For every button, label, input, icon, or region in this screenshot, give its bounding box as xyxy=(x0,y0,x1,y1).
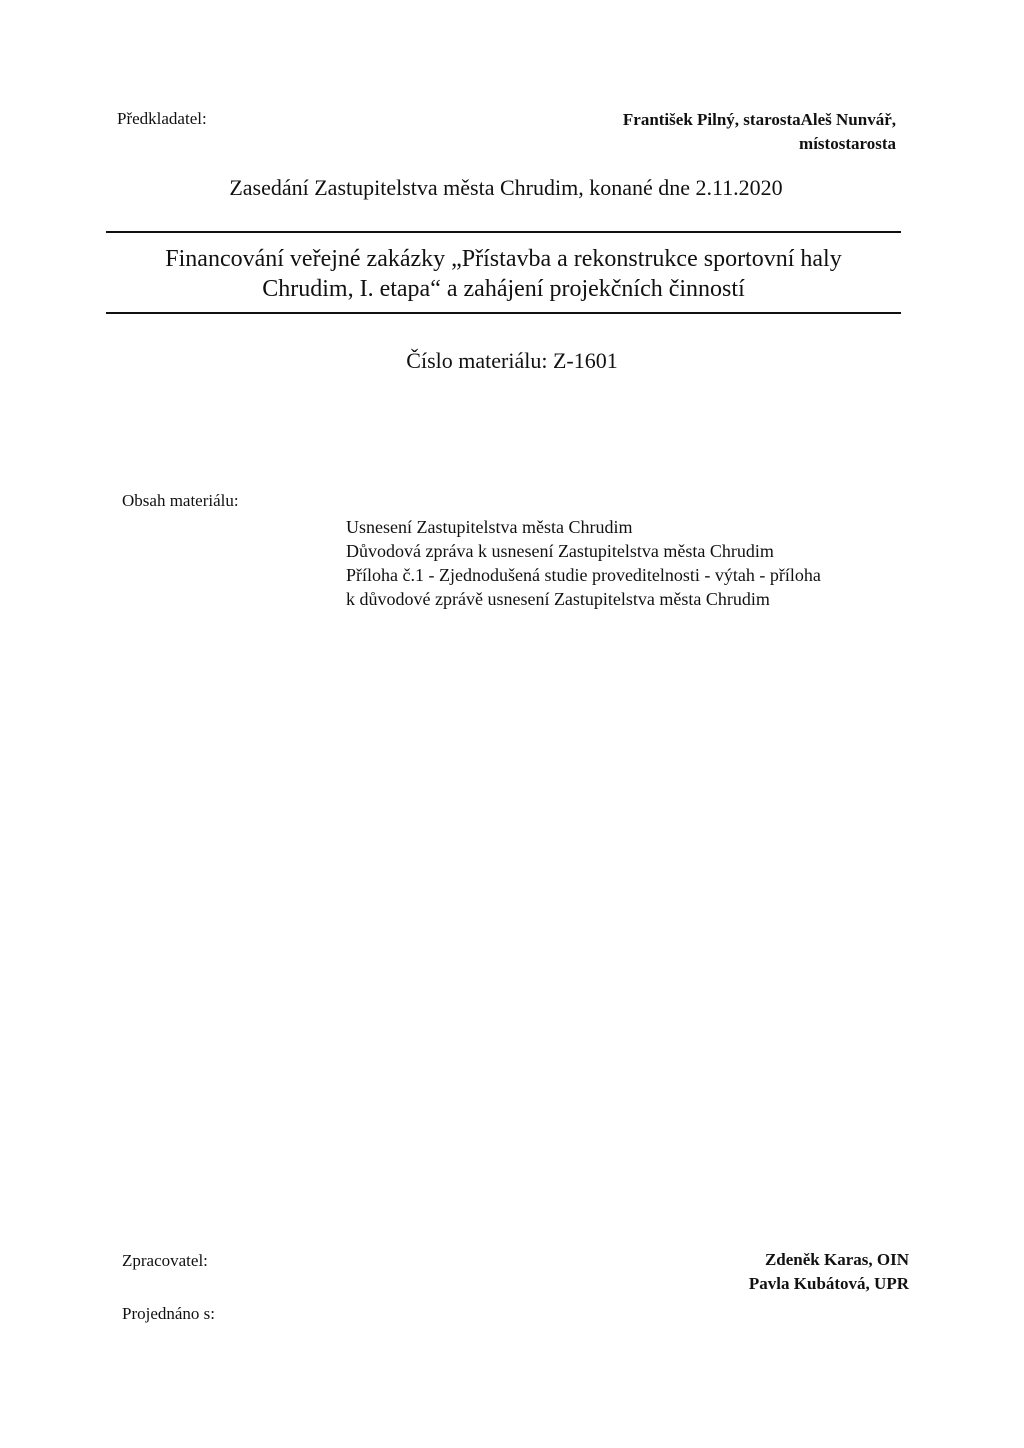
contents-label: Obsah materiálu: xyxy=(122,491,239,510)
processor-label: Zpracovatel: xyxy=(122,1251,208,1270)
document-title xyxy=(106,244,901,304)
submitter-names xyxy=(536,108,896,156)
title-line-2: Chrudim, I. etapa“ a zahájení projekčních činností xyxy=(262,276,745,302)
contents-item: Usnesení Zastupitelstva města Chrudim xyxy=(346,517,633,537)
submitter-line-1: František Pilný, starostaAleš Nunvář, xyxy=(622,110,896,129)
contents-list xyxy=(346,515,926,611)
submitter-label: Předkladatel: xyxy=(117,109,207,128)
material-number: Číslo materiálu: Z-1601 xyxy=(406,348,618,373)
processor-line-1: Zdeněk Karas, OIN xyxy=(764,1250,909,1269)
meeting-info: Zasedání Zastupitelstva města Chrudim, konané dne 2.11.2020 xyxy=(229,175,783,200)
title-line-1: Financování veřejné zakázky „Přístavba a rekonstrukce sportovní haly xyxy=(165,246,842,272)
title-rule-top xyxy=(106,231,901,233)
contents-item: Příloha č.1 - Zjednodušená studie proveditelnosti - výtah - příloha xyxy=(346,565,821,585)
contents-item: Důvodová zpráva k usnesení Zastupitelstva města Chrudim xyxy=(346,541,774,561)
processor-names xyxy=(549,1248,909,1296)
title-rule-bottom xyxy=(106,312,901,314)
submitter-line-2: místostarosta xyxy=(799,134,896,153)
discussed-with-label: Projednáno s: xyxy=(122,1304,216,1323)
contents-item: k důvodové zprávě usnesení Zastupitelstva města Chrudim xyxy=(346,589,770,609)
processor-line-2: Pavla Kubátová, UPR xyxy=(748,1274,909,1293)
